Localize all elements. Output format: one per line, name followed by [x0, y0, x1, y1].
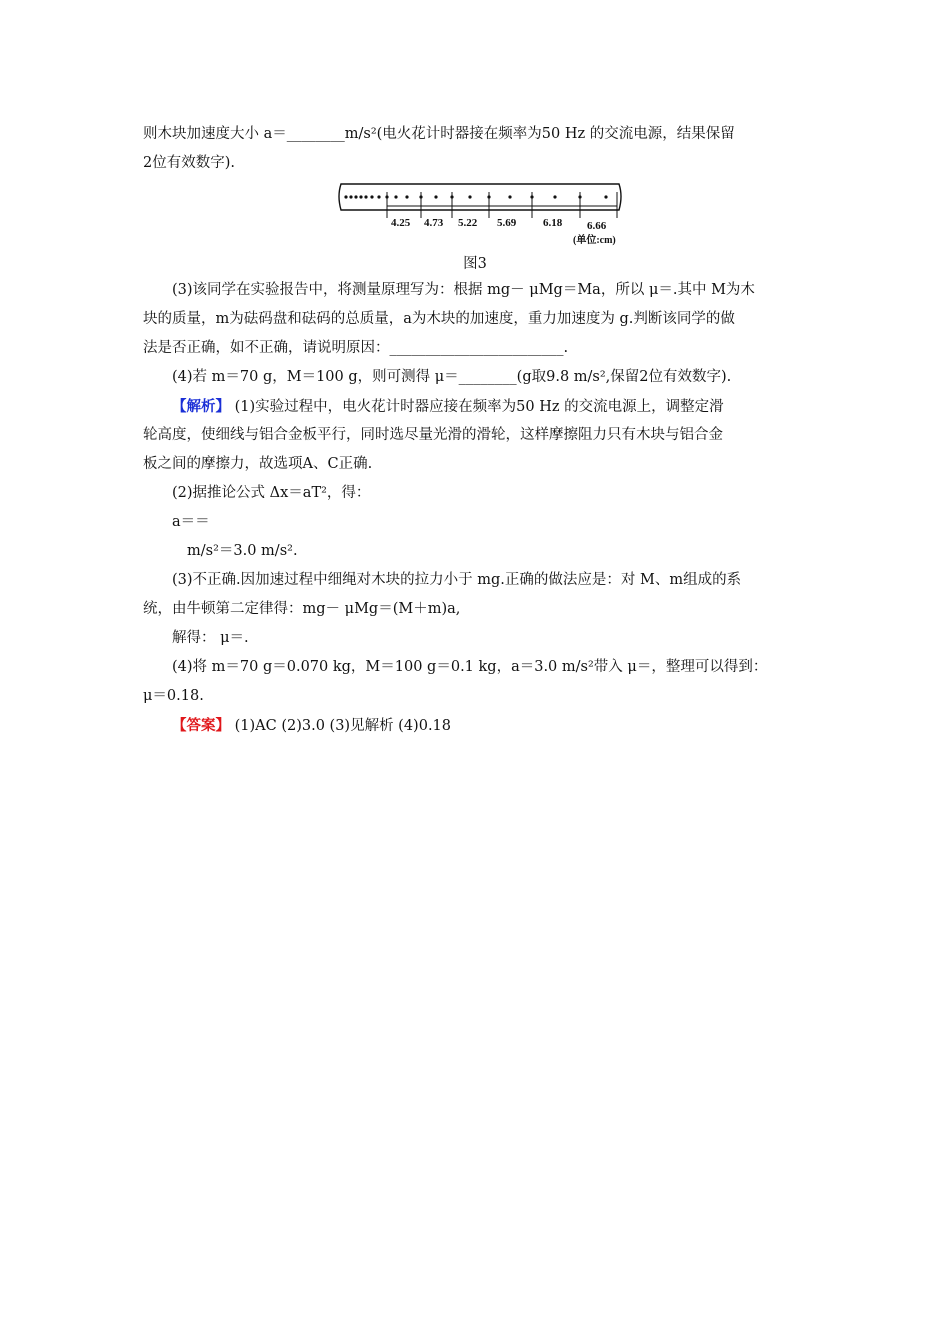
analysis-tag: 【解析】: [172, 398, 230, 415]
text-line: 2位有效数字).: [143, 155, 235, 171]
text-line: 则木块加速度大小 a＝________m/s²(电火花计时器接在频率为50 Hz 的交流电源，结果保留: [143, 126, 735, 142]
unit-label: (单位:cm): [573, 235, 616, 246]
tape-dots: [344, 195, 607, 198]
text-line: (3)该同学在实验报告中，将测量原理写为：根据 mg－ μMg＝Ma，所以 μ＝.其中 M为木: [172, 282, 755, 298]
segment-label: 4.25: [391, 217, 411, 229]
figure-caption: 图3: [463, 256, 487, 272]
text-line: 解得： μ＝.: [172, 630, 249, 646]
ticker-tape-diagram: [335, 182, 625, 256]
segment-label: 6.66: [587, 220, 607, 232]
answer-line: [143, 711, 807, 740]
text-line: (4)若 m＝70 g，M＝100 g，则可测得 μ＝________(g取9.8 m/s²,保留2位有效数字).: [172, 369, 732, 385]
text-line: (2)据推论公式 Δx＝aT²，得：: [172, 485, 371, 501]
text-line: (4)将 m＝70 g＝0.070 kg，M＝100 g＝0.1 kg，a＝3.0 m/s²带入 μ＝，整理可以得到：: [172, 659, 768, 675]
text-line: 板之间的摩擦力，故选项A、C正确.: [143, 456, 373, 472]
text-line: m/s²＝3.0 m/s².: [187, 543, 298, 559]
answer-tag: 【答案】: [172, 717, 230, 734]
text-line: 块的质量，m为砝码盘和砝码的总质量，a为木块的加速度，重力加速度为 g.判断该同学的做: [143, 311, 735, 327]
segment-label: 6.18: [543, 217, 563, 229]
segment-label: 5.69: [497, 217, 517, 229]
answer-text: (1)AC (2)3.0 (3)见解析 (4)0.18: [230, 718, 452, 734]
text-line: (3)不正确.因加速过程中细绳对木块的拉力小于 mg.正确的做法应是：对 M、m组成的系: [172, 572, 742, 588]
text-line: a＝＝: [172, 514, 210, 530]
analysis-text: (1)实验过程中，电火花计时器应接在频率为50 Hz 的交流电源上，调整定滑: [230, 399, 724, 415]
figure-3: [143, 178, 807, 276]
text-line: 统，由牛顿第二定律得：mg－ μMg＝(M＋m)a,: [143, 601, 461, 617]
segment-label: 4.73: [424, 217, 444, 229]
text-line: μ＝0.18.: [143, 688, 204, 704]
analysis-line: [143, 392, 807, 421]
document-body: [143, 120, 807, 740]
text-line: 法是否正确，如不正确，请说明原因：________________________.: [143, 340, 569, 356]
segment-label: 5.22: [458, 217, 478, 229]
text-line: 轮高度，使细线与铝合金板平行，同时选尽量光滑的滑轮，这样摩擦阻力只有木块与铝合金: [143, 427, 723, 443]
